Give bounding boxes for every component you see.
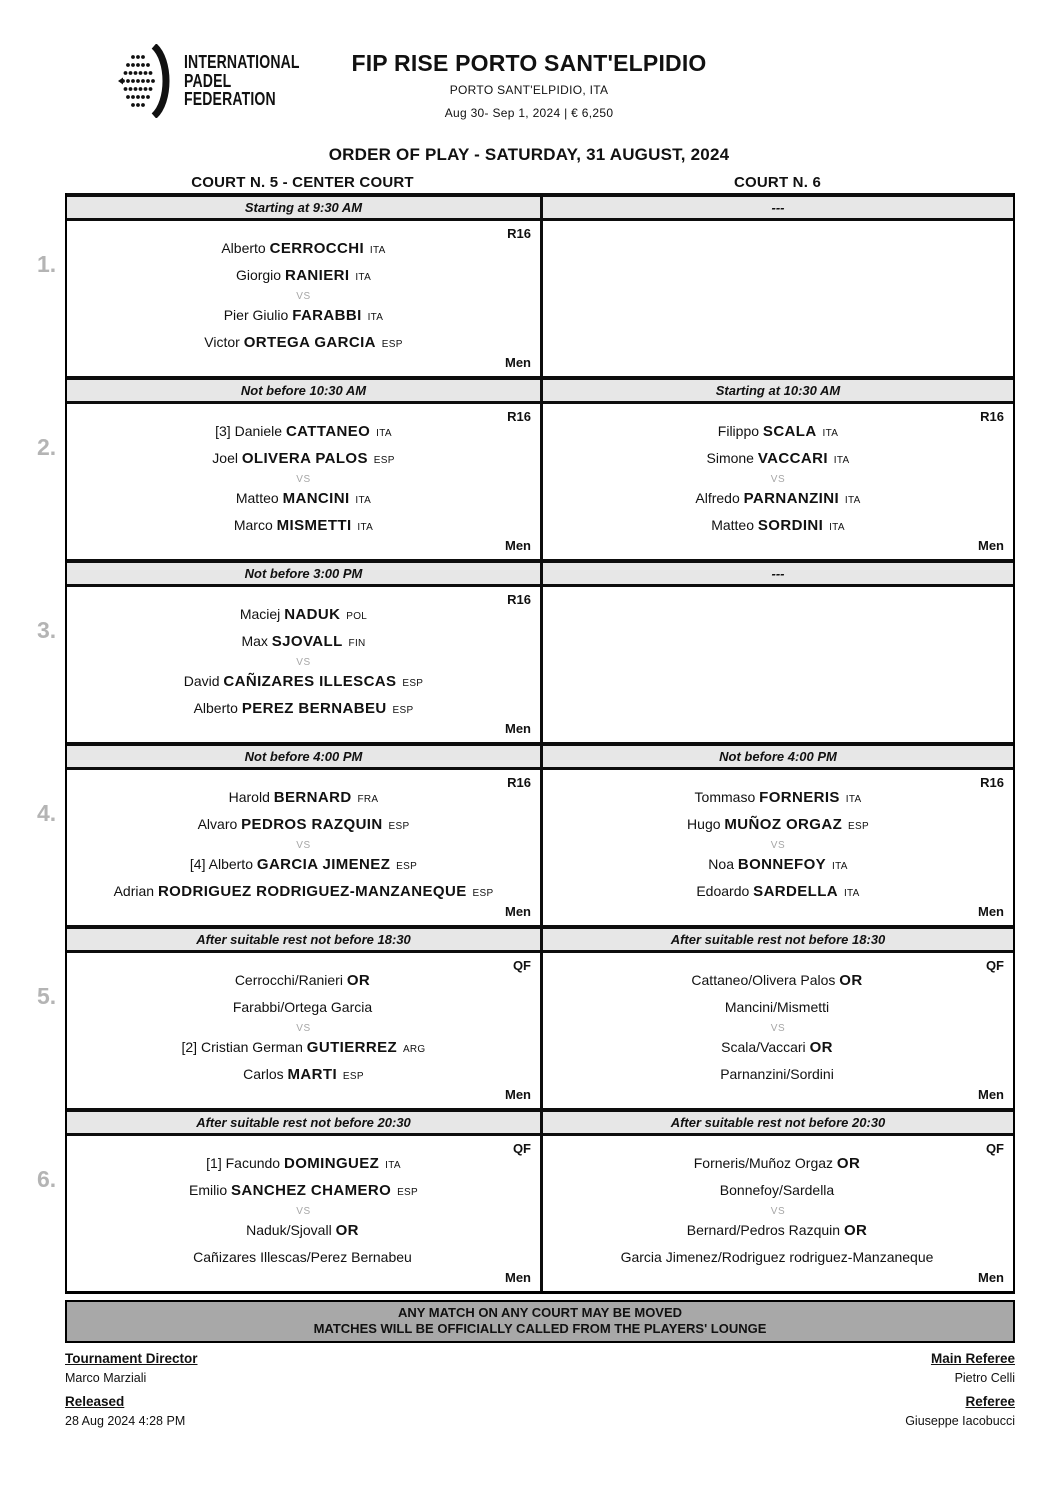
player-line	[543, 446, 1013, 473]
time-slot-4-court6: Not before 4:00 PM	[540, 746, 1013, 767]
main-referee-name: Pietro Celli	[954, 1371, 1015, 1385]
player-last-name: OR	[839, 972, 863, 989]
schedule-row-6	[37, 1136, 1013, 1291]
player-last-name: FARABBI	[292, 307, 362, 324]
country-code: ESP	[392, 705, 414, 716]
player-line	[67, 1151, 540, 1178]
player-last-name: ORTEGA GARCIA	[243, 334, 376, 351]
player-line	[67, 879, 540, 906]
court-header-court6: COURT N. 6	[733, 174, 821, 191]
player-line	[67, 486, 540, 513]
time-slot-2-court5: Not before 10:30 AM	[240, 383, 367, 398]
time-slot-2-court6: Starting at 10:30 AM	[540, 380, 1013, 401]
player-last-name: GARCIA JIMENEZ	[256, 856, 391, 873]
player-last-name: SORDINI	[757, 517, 824, 534]
player-first-name: Forneris/Muñoz Orgaz	[693, 1155, 834, 1171]
country-code: ITA	[385, 1160, 401, 1171]
player-last-name: OR	[809, 1039, 833, 1056]
schedule-row-2	[37, 404, 1013, 559]
country-code: ITA	[833, 455, 850, 466]
player-first-name: Emilio	[189, 1182, 228, 1198]
country-code: ARG	[402, 1044, 426, 1055]
player-line	[67, 330, 540, 357]
player-first-name: Daniele	[234, 423, 283, 439]
match-6-court5	[67, 1136, 540, 1291]
country-code: ESP	[397, 1187, 418, 1198]
player-line	[67, 236, 540, 263]
match-6-court6	[540, 1136, 1013, 1291]
country-code: ESP	[373, 455, 395, 466]
category-label: Men	[505, 721, 531, 736]
round-label: R16	[507, 226, 531, 241]
player-line	[67, 303, 540, 330]
ipf-logo-line2: PADEL	[184, 70, 232, 91]
vs-label: VS	[296, 840, 311, 851]
player-line	[543, 1245, 1013, 1272]
player-first-name: Harold	[228, 789, 270, 805]
vs-label: VS	[770, 474, 786, 485]
event-dates: Aug 30- Sep 1, 2024 | € 6,250	[444, 106, 614, 120]
match-4-court6	[540, 770, 1013, 925]
player-line	[67, 1178, 540, 1205]
country-code: ITA	[829, 522, 845, 533]
player-first-name: Cattaneo/Olivera Palos	[691, 972, 836, 988]
player-line	[67, 263, 540, 290]
player-line	[67, 669, 540, 696]
player-seed: [1]	[206, 1155, 222, 1171]
country-code: FIN	[348, 638, 366, 649]
time-slot-3-court6: ---	[540, 563, 1013, 584]
released-timestamp: 28 Aug 2024 4:28 PM	[65, 1414, 186, 1428]
player-line	[67, 513, 540, 540]
match-1-court5	[67, 221, 540, 376]
country-code: ITA	[843, 888, 860, 899]
player-last-name: OLIVERA PALOS	[241, 450, 368, 467]
vs-label: VS	[770, 840, 786, 851]
player-last-name: MUÑOZ ORGAZ	[724, 816, 843, 833]
player-line	[543, 1178, 1013, 1205]
tournament-director-label: Tournament Director	[65, 1351, 198, 1366]
tournament-director-name: Marco Marziali	[65, 1371, 147, 1385]
country-code: POL	[346, 611, 368, 622]
player-first-name: Garcia Jimenez/Rodriguez rodriguez-Manzaneque	[620, 1249, 934, 1265]
player-first-name: Alberto	[193, 700, 238, 716]
match-3-court5	[67, 587, 540, 742]
round-label: R16	[507, 409, 531, 424]
player-line	[67, 995, 540, 1022]
player-line	[543, 419, 1013, 446]
player-seed: [3]	[215, 423, 231, 439]
notice-line-1: ANY MATCH ON ANY COURT MAY BE MOVED	[397, 1305, 683, 1320]
player-last-name: PARNANZINI	[743, 490, 840, 507]
notice-banner	[65, 1300, 1015, 1343]
player-line	[543, 812, 1013, 839]
player-last-name: SARDELLA	[753, 883, 839, 900]
match-5-court5	[67, 953, 540, 1108]
schedule-row-1	[37, 221, 1013, 376]
time-slot-1-court6: ---	[540, 197, 1013, 218]
schedule-row-5	[37, 953, 1013, 1108]
player-last-name: RODRIGUEZ RODRIGUEZ-MANZANEQUE	[157, 883, 467, 900]
player-first-name: Alberto	[221, 240, 266, 256]
player-first-name: Simone	[706, 450, 754, 466]
player-line	[543, 1218, 1013, 1245]
category-label: Men	[505, 904, 531, 919]
vs-label: VS	[296, 657, 311, 668]
player-last-name: SANCHEZ CHAMERO	[231, 1182, 392, 1199]
player-last-name: MARTI	[287, 1066, 338, 1083]
order-of-play-title: ORDER OF PLAY - SATURDAY, 31 AUGUST, 2024	[328, 145, 730, 164]
time-slot-5-court6: After suitable rest not before 18:30	[540, 929, 1013, 950]
player-first-name: Cerrocchi/Ranieri	[234, 972, 343, 988]
country-code: ESP	[388, 821, 410, 832]
player-line	[67, 812, 540, 839]
country-code: ITA	[844, 495, 861, 506]
country-code: ESP	[381, 339, 403, 350]
round-label: R16	[980, 775, 1004, 790]
player-first-name: Scala/Vaccari	[721, 1039, 806, 1055]
players	[67, 972, 540, 1083]
player-last-name: SJOVALL	[271, 633, 343, 650]
player-first-name: Alvaro	[197, 816, 238, 832]
player-first-name: Maciej	[239, 606, 281, 622]
player-last-name: VACCARI	[757, 450, 828, 467]
court-header-court5: COURT N. 5 - CENTER COURT	[191, 174, 414, 191]
player-line	[543, 513, 1013, 540]
player-first-name: Adrian	[113, 883, 155, 899]
match-5-court6	[540, 953, 1013, 1108]
players	[543, 789, 1013, 900]
player-last-name: OR	[335, 1222, 359, 1239]
country-code: ITA	[376, 428, 392, 439]
player-last-name: GUTIERREZ	[306, 1039, 398, 1056]
player-line	[543, 852, 1013, 879]
player-last-name: SCALA	[762, 423, 817, 440]
round-label: QF	[985, 958, 1004, 973]
player-line	[67, 1035, 540, 1062]
player-line	[67, 1245, 540, 1272]
players	[543, 972, 1013, 1082]
time-slot-6-court6: After suitable rest not before 20:30	[540, 1112, 1013, 1133]
country-code: ITA	[822, 428, 839, 439]
player-first-name: Farabbi/Ortega Garcia	[232, 999, 373, 1015]
row-number-6: 6.	[37, 1166, 57, 1192]
document-footer	[65, 1348, 1015, 1437]
player-first-name: Matteo	[711, 517, 754, 533]
round-label: QF	[512, 1141, 531, 1156]
player-last-name: CAÑIZARES ILLESCAS	[223, 673, 397, 690]
player-line	[543, 1035, 1013, 1062]
schedule-row-3	[37, 587, 1013, 742]
vs-label: VS	[296, 474, 311, 485]
time-row-4	[67, 742, 1013, 770]
match-4-court5	[67, 770, 540, 925]
category-label: Men	[978, 538, 1004, 553]
referee-label: Referee	[965, 1394, 1015, 1409]
ipf-logo-line1: INTERNATIONAL	[184, 52, 300, 73]
player-last-name: MISMETTI	[276, 517, 352, 534]
player-seed: [4]	[189, 856, 206, 872]
schedule-row-4	[37, 770, 1013, 925]
row-number-1: 1.	[37, 251, 57, 277]
player-line	[67, 696, 540, 723]
event-title: FIP RISE PORTO SANT'ELPIDIO	[351, 50, 707, 76]
ipf-logo-line3: FEDERATION	[184, 89, 276, 110]
player-line	[543, 785, 1013, 812]
category-label: Men	[505, 1087, 531, 1102]
player-first-name: Bernard/Pedros Razquin	[686, 1222, 841, 1238]
time-slot-1-court5: Starting at 9:30 AM	[244, 200, 363, 215]
time-slot-4-court5: Not before 4:00 PM	[244, 749, 363, 764]
country-code: ITA	[355, 495, 372, 506]
player-first-name: Pier Giulio	[223, 307, 289, 323]
row-number-3: 3.	[37, 617, 57, 643]
vs-label: VS	[770, 1206, 786, 1217]
player-first-name: Mancini/Mismetti	[724, 999, 830, 1015]
round-label: R16	[507, 592, 531, 607]
player-line	[67, 1062, 540, 1089]
player-line	[543, 995, 1013, 1022]
released-label: Released	[65, 1394, 125, 1409]
footer-right-column	[905, 1348, 1015, 1437]
player-last-name: DOMINGUEZ	[283, 1155, 380, 1172]
player-last-name: CERROCCHI	[269, 240, 365, 257]
player-last-name: OR	[836, 1155, 861, 1172]
country-code: ESP	[342, 1071, 364, 1082]
time-row-6	[67, 1108, 1013, 1136]
player-first-name: Naduk/Sjovall	[246, 1222, 332, 1238]
player-first-name: Giorgio	[235, 267, 282, 283]
player-first-name: David	[183, 673, 220, 689]
player-line	[67, 852, 540, 879]
time-row-2	[67, 376, 1013, 404]
player-first-name: Alberto	[208, 856, 253, 872]
player-last-name: BONNEFOY	[737, 856, 827, 873]
category-label: Men	[505, 538, 531, 553]
player-first-name: Cañizares Illescas/Perez Bernabeu	[193, 1249, 412, 1265]
country-code: ITA	[355, 272, 372, 283]
player-first-name: Carlos	[243, 1066, 284, 1082]
country-code: ESP	[402, 678, 424, 689]
player-line	[543, 486, 1013, 513]
player-last-name: OR	[346, 972, 371, 989]
main-referee-label: Main Referee	[930, 1351, 1015, 1366]
player-first-name: Edoardo	[696, 883, 750, 899]
players	[543, 1155, 1013, 1265]
country-code: ITA	[369, 245, 386, 256]
players	[67, 606, 540, 717]
country-code: ESP	[396, 861, 418, 872]
player-line	[67, 419, 540, 446]
category-label: Men	[978, 904, 1004, 919]
player-line	[67, 1218, 540, 1245]
player-first-name: Facundo	[225, 1155, 281, 1171]
player-line	[543, 1062, 1013, 1089]
player-first-name: Max	[241, 633, 268, 649]
country-code: ITA	[367, 312, 384, 323]
time-row-1	[67, 193, 1013, 221]
player-line	[543, 879, 1013, 906]
schedule-table	[37, 193, 1015, 1294]
player-line	[67, 602, 540, 629]
match-1-court6-empty	[540, 221, 1013, 376]
player-last-name: NADUK	[284, 606, 341, 623]
player-last-name: RANIERI	[284, 267, 350, 284]
player-line	[543, 1151, 1013, 1178]
time-row-3	[67, 559, 1013, 587]
player-first-name: Victor	[204, 334, 240, 350]
category-label: Men	[978, 1087, 1004, 1102]
round-label: R16	[507, 775, 531, 790]
time-slot-6-court5: After suitable rest not before 20:30	[196, 1115, 411, 1130]
player-last-name: OR	[843, 1222, 868, 1239]
match-2-court5	[67, 404, 540, 559]
referee-name: Giuseppe Iacobucci	[905, 1414, 1015, 1428]
player-first-name: Alfredo	[695, 490, 740, 506]
player-first-name: Bonnefoy/Sardella	[719, 1182, 835, 1198]
vs-label: VS	[296, 1206, 311, 1217]
player-first-name: Tommaso	[694, 789, 756, 805]
player-line	[543, 968, 1013, 995]
player-last-name: FORNERIS	[759, 789, 840, 806]
player-last-name: PEREZ BERNABEU	[241, 700, 387, 717]
event-location: PORTO SANT'ELPIDIO, ITA	[449, 83, 609, 97]
court-headers	[65, 174, 1015, 191]
player-first-name: Noa	[708, 856, 734, 872]
country-code: ITA	[831, 861, 848, 872]
round-label: QF	[512, 958, 531, 973]
player-last-name: BERNARD	[273, 789, 352, 806]
player-line	[67, 446, 540, 473]
player-seed: [2]	[181, 1039, 198, 1055]
player-last-name: PEDROS RAZQUIN	[241, 816, 383, 833]
players	[67, 1155, 540, 1265]
players	[67, 240, 540, 351]
player-first-name: Cristian German	[200, 1039, 303, 1055]
country-code: FRA	[357, 794, 379, 805]
player-line	[67, 968, 540, 995]
match-2-court6	[540, 404, 1013, 559]
player-first-name: Filippo	[717, 423, 760, 439]
round-label: R16	[980, 409, 1004, 424]
match-3-court6-empty	[540, 587, 1013, 742]
category-label: Men	[978, 1270, 1004, 1285]
player-first-name: Joel	[212, 450, 238, 466]
notice-line-2: MATCHES WILL BE OFFICIALLY CALLED FROM THE PLAYERS' LOUNGE	[313, 1321, 767, 1336]
player-first-name: Parnanzini/Sordini	[720, 1066, 834, 1082]
category-label: Men	[505, 355, 531, 370]
time-slot-3-court5: Not before 3:00 PM	[244, 566, 363, 581]
player-last-name: MANCINI	[282, 490, 350, 507]
player-line	[67, 629, 540, 656]
country-code: ESP	[472, 888, 494, 899]
vs-label: VS	[770, 1023, 786, 1034]
country-code: ITA	[357, 522, 374, 533]
row-number-2: 2.	[37, 434, 57, 460]
time-row-5	[67, 925, 1013, 953]
time-slot-5-court5: After suitable rest not before 18:30	[196, 932, 411, 947]
footer-left-column	[65, 1348, 198, 1437]
player-line	[67, 785, 540, 812]
players	[67, 789, 540, 900]
players	[543, 423, 1013, 534]
row-number-5: 5.	[37, 983, 57, 1009]
vs-label: VS	[296, 291, 311, 302]
player-first-name: Marco	[233, 517, 273, 533]
player-first-name: Hugo	[687, 816, 721, 832]
row-number-4: 4.	[37, 800, 57, 826]
vs-label: VS	[296, 1023, 311, 1034]
event-header	[0, 50, 1058, 120]
player-first-name: Matteo	[235, 490, 279, 506]
players	[67, 423, 540, 534]
round-label: QF	[985, 1141, 1004, 1156]
category-label: Men	[505, 1270, 531, 1285]
player-last-name: CATTANEO	[285, 423, 371, 440]
country-code: ITA	[845, 794, 862, 805]
country-code: ESP	[848, 821, 869, 832]
